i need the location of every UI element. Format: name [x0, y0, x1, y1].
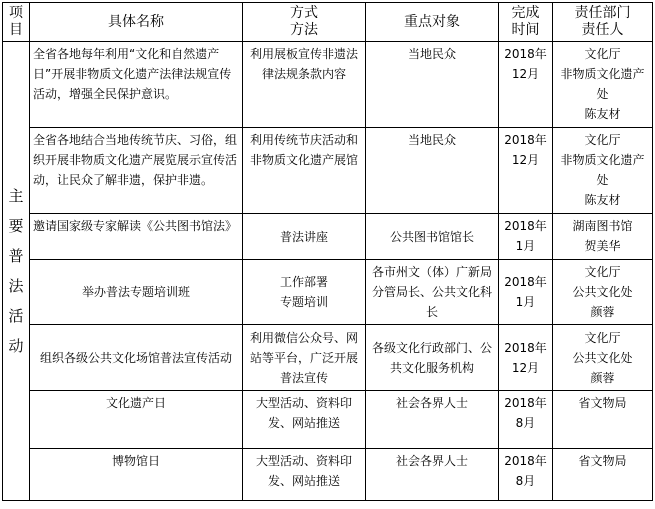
header-item: 项目	[3, 3, 30, 42]
row-name: 博物馆日	[30, 449, 243, 501]
row-deadline: 2018年12月	[499, 42, 553, 128]
row-target: 社会各界人士	[366, 449, 499, 501]
row-target: 公共图书馆馆长	[366, 214, 499, 260]
row-deadline: 2018年1月	[499, 260, 553, 325]
row-method: 利用传统节庆活动和非物质文化遗产展馆	[243, 128, 366, 214]
header-name: 具体名称	[30, 3, 243, 42]
header-method: 方式 方法	[243, 3, 366, 42]
row-target: 各市州文（体）广新局分管局长、公共文化科长	[366, 260, 499, 325]
row-responsible: 文化厅 公共文化处 颜蓉	[553, 260, 653, 325]
header-target: 重点对象	[366, 3, 499, 42]
table-row	[3, 214, 653, 260]
row-target: 社会各界人士	[366, 391, 499, 449]
row-responsible: 省文物局	[553, 391, 653, 449]
row-name: 邀请国家级专家解读《公共图书馆法》	[30, 214, 243, 260]
row-name: 全省各地每年利用“文化和自然遗产日”开展非物质文化遗产法律法规宣传活动，增强全民保护意识。	[30, 42, 243, 128]
header-responsible: 责任部门 责任人	[553, 3, 653, 42]
row-responsible: 省文物局	[553, 449, 653, 501]
activities-table	[2, 2, 653, 501]
table-row	[3, 391, 653, 449]
header-row	[3, 3, 653, 42]
row-method: 大型活动、资料印发、网站推送	[243, 391, 366, 449]
row-deadline: 2018年1月	[499, 214, 553, 260]
category-label: 主要普法活动	[8, 187, 24, 355]
row-name: 举办普法专题培训班	[30, 260, 243, 325]
row-responsible: 湖南图书馆 贺美华	[553, 214, 653, 260]
row-method: 工作部署 专题培训	[243, 260, 366, 325]
table-row	[3, 449, 653, 501]
table-row	[3, 325, 653, 391]
row-target: 当地民众	[366, 42, 499, 128]
table-row	[3, 260, 653, 325]
row-responsible: 文化厅 非物质文化遗产处 陈友材	[553, 42, 653, 128]
row-method: 利用展板宣传非遗法律法规条款内容	[243, 42, 366, 128]
row-method: 普法讲座	[243, 214, 366, 260]
header-deadline: 完成 时间	[499, 3, 553, 42]
table-row	[3, 42, 653, 128]
row-deadline: 2018年8月	[499, 391, 553, 449]
row-deadline: 2018年12月	[499, 325, 553, 391]
table-row	[3, 128, 653, 214]
row-target: 各级文化行政部门、公共文化服务机构	[366, 325, 499, 391]
row-name: 全省各地结合当地传统节庆、习俗，组织开展非物质文化遗产展览展示宣传活动，让民众了解非遗，保护非遗。	[30, 128, 243, 214]
row-deadline: 2018年12月	[499, 128, 553, 214]
row-method: 大型活动、资料印发、网站推送	[243, 449, 366, 501]
row-name: 文化遗产日	[30, 391, 243, 449]
category-cell	[3, 42, 30, 501]
row-responsible: 文化厅 非物质文化遗产处 陈友材	[553, 128, 653, 214]
row-deadline: 2018年8月	[499, 449, 553, 501]
row-method: 利用微信公众号、网站等平台，广泛开展普法宣传	[243, 325, 366, 391]
row-target: 当地民众	[366, 128, 499, 214]
row-responsible: 文化厅 公共文化处 颜蓉	[553, 325, 653, 391]
row-name: 组织各级公共文化场馆普法宣传活动	[30, 325, 243, 391]
